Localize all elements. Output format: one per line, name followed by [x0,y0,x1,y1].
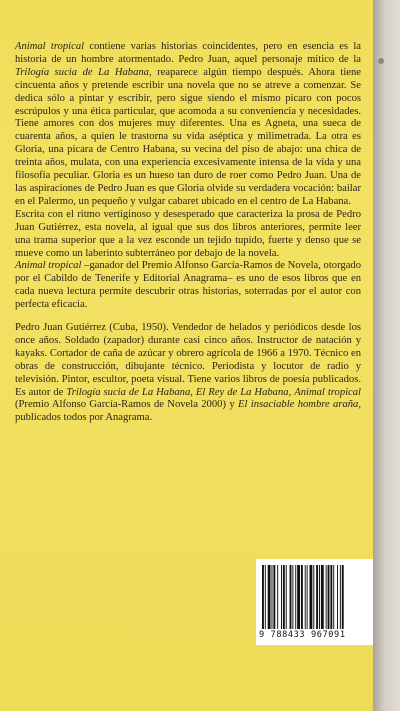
barcode-bar [295,565,296,629]
barcode-bar [290,565,292,629]
text-run: , publicados todos por Anagrama. [15,399,362,424]
author-bio [15,322,361,425]
text-run: –ganador del Premio Alfonso García-Ramos de Novela, otorgado por el Cabildo de Tenerife y Editorial Anagrama– es uno de esos libros que en cada nueva lectura permite descubrir otras historias, soterradas por el autor con perfecta eficacia. [15,260,361,311]
barcode-bar [330,565,332,629]
barcode-bar [268,565,271,629]
barcode-bar [337,565,338,629]
isbn-number: 9 788433 967091 [259,630,346,640]
barcode-bar [310,565,313,629]
barcode-bar [326,565,327,629]
text-run: Escrita con el ritmo vertiginoso y desesperado que caracteriza la prosa de Pedro Juan Gutiérrez, esta novela, al igual que sus dos libros anteriores, permite leer una trama superior que a la vez esconde un tejido tupido, fuerte y denso que se mueve como un laberinto subterráneo por debajo de la novela. [15,208,361,259]
text-run: (Premio Alfonso García-Ramos de Novela 2000) y [15,399,239,411]
barcode-bar [262,565,264,629]
italic-title: Animal tropical [15,41,85,52]
text-run: , reaparece algún tiempo después. Ahora tiene cincuenta años y pretende escribir una novela que no se atreve a comenzar. Se dedica sólo a pintar y escribir, pero sigue siendo el mismo pícaro con pocos escrúpulos y una ética particular, que acomoda a su conveniencia y necesidades. Tiene amores con dos mujeres muy diferentes. Una es Agneta, una sueca de cuarenta años, a quien le trastorna su vida aséptica y milimetrada. La otra es Gloria, una pícara de Centro Habana, su vecina del piso de abajo: una chica de treinta años, mulata, con una experiencia excesivamente intensa de la vida y una filosofía peculiar. Gloria es un hueso tan duro de roer como Pedro Juan. Una de las aspiraciones de Pedro Juan es que Gloria olvide su verdadera vocación: bailar en el Palermo, un pequeño y vulgar cabaret ubicado en el centro de La Habana. [15,66,361,207]
barcode-bars [262,565,368,629]
text-run: Pedro Juan Gutiérrez (Cuba, 1950). Vendedor de helados y periódicos desde los once años. Soldado (zapador) durante casi cinco años. Instructor de natación y kayaks. Cortador de caña de azúcar y obrero agrícola de 1966 a 1970. Técnico en obras de construcción, dibujante técnico. Periodista y locutor de radio y televisión. Pintor, escultor, poeta visual. Tiene varios libros de poesía publicados. Es autor de [15,322,361,398]
italic-title: El Rey de La Habana [195,386,289,398]
barcode-bar [286,565,287,629]
italic-title: Trilogía sucia de La Habana [66,386,191,398]
barcode-bar [273,565,275,629]
barcode-bar [333,565,334,629]
barcode-bar [305,565,306,629]
barcode-bar [277,565,278,629]
award-paragraph [15,260,361,312]
synopsis-paragraph [15,41,361,209]
text-run: , [190,386,196,398]
barcode-bar [319,565,320,629]
italic-title: Animal tropical [294,386,361,398]
barcode-bar [272,565,273,629]
barcode-bar [292,565,293,629]
edge-mark [378,58,384,64]
barcode-bar [307,565,308,629]
barcode-bar [265,565,266,629]
barcode-bar [297,565,300,629]
barcode-bar [316,565,318,629]
italic-title: El insaciable hombre araña [238,399,359,411]
barcode-bar [313,565,314,629]
page-edge [373,0,400,711]
italic-title: Trilogía sucia de La Habana [15,66,149,78]
barcode-bar [340,565,341,629]
text-run: contiene varias historias coincidentes, pero en esencia es la historia de un hombre atormentado. Pedro Juan, aquel personaje mítico de la [15,41,361,65]
style-paragraph [15,209,361,261]
barcode-bar [281,565,282,629]
isbn-barcode [256,559,373,645]
barcode-bar [321,565,324,629]
barcode-bar [301,565,303,629]
barcode-bar [283,565,285,629]
blurb-text [15,41,361,425]
text-run: , [288,386,295,398]
barcode-bar [328,565,330,629]
italic-title: Animal tropical [15,260,82,272]
barcode-bar [342,565,344,629]
